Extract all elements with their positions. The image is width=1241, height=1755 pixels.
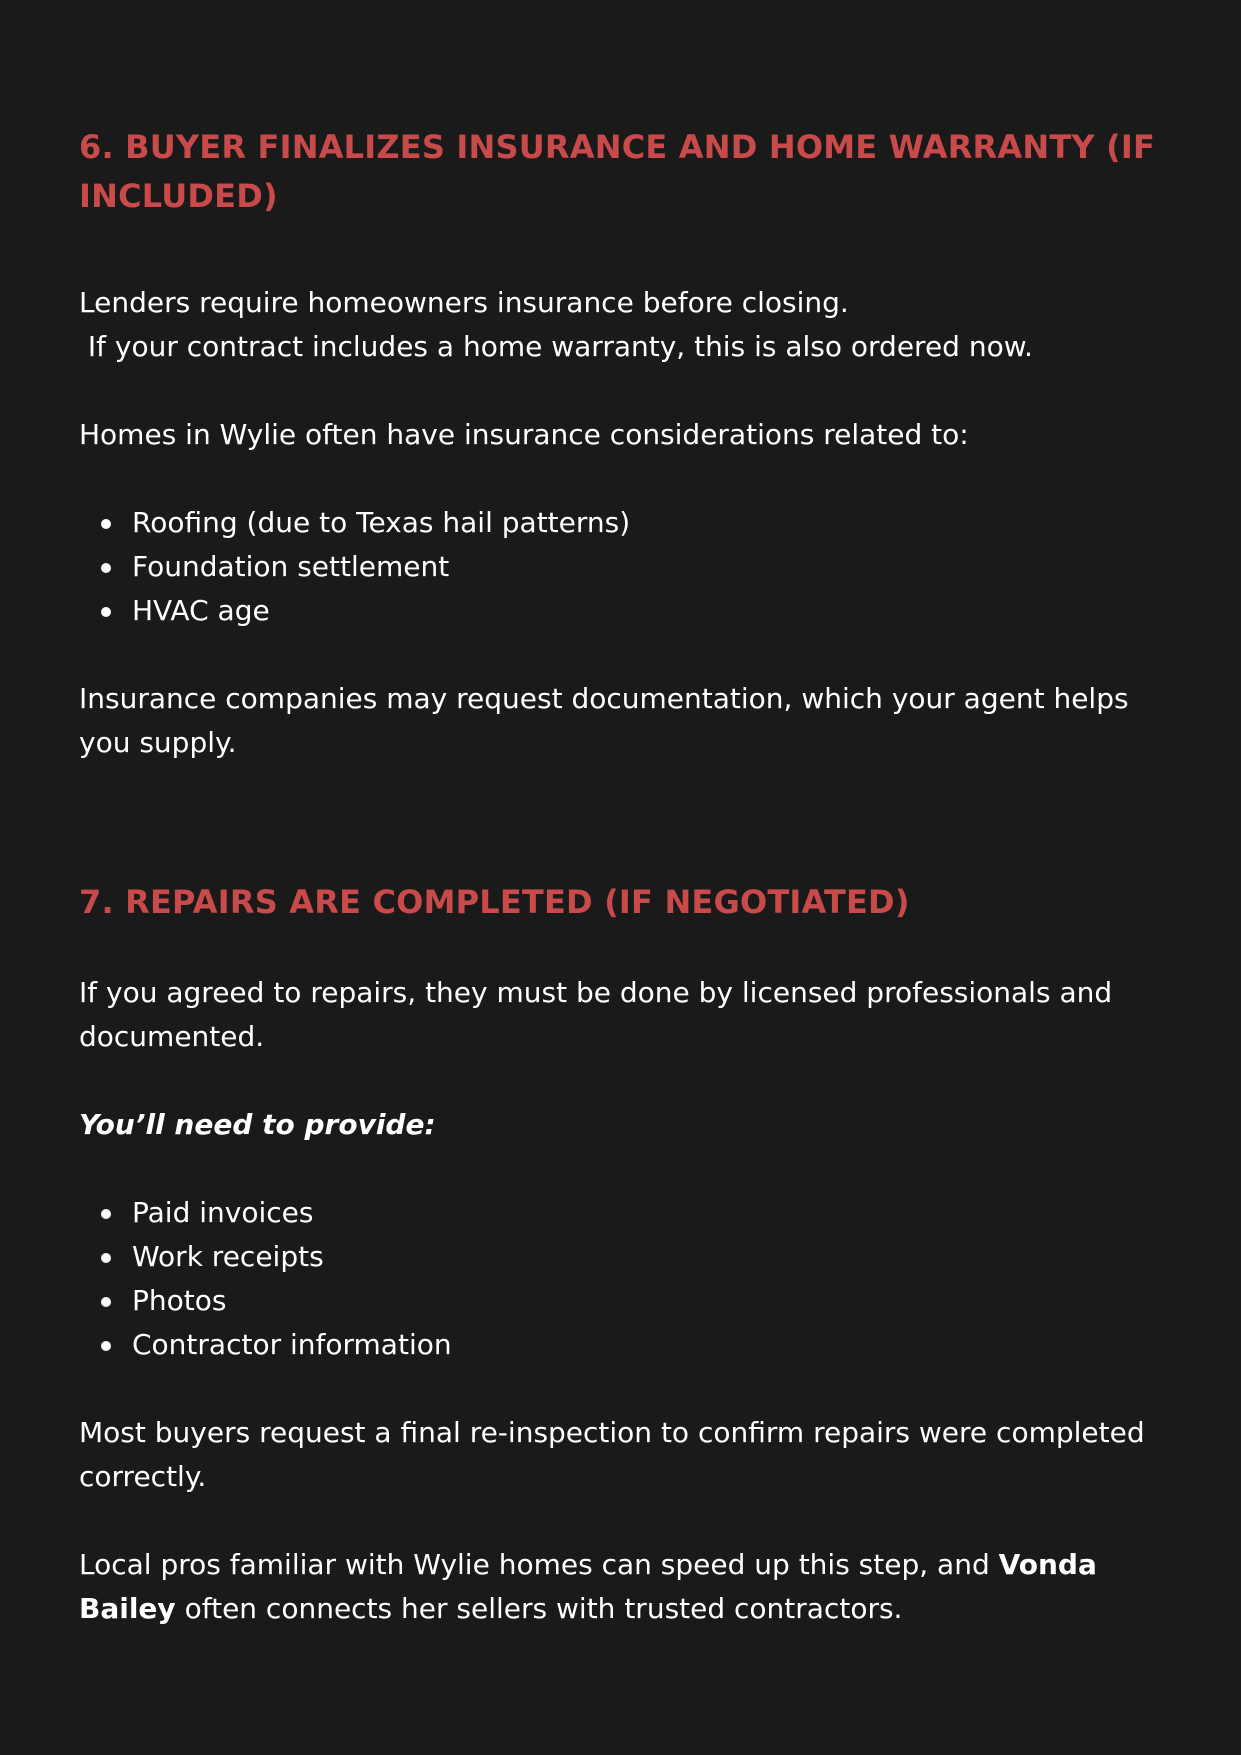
section-heading: 6. BUYER FINALIZES INSURANCE AND HOME WARRANTY (IF INCLUDED) <box>79 128 1156 215</box>
provide-label: You’ll need to provide: <box>79 1108 436 1141</box>
paragraph-documentation: Insurance companies may request documentation, which your agent helps you supply. <box>79 682 1129 759</box>
agent-name: Vonda Bailey <box>79 1548 1097 1625</box>
list-item: HVAC age <box>132 589 1181 633</box>
section-insurance-warranty <box>79 123 1181 765</box>
paragraph-considerations-intro: Homes in Wylie often have insurance considerations related to: <box>79 418 969 451</box>
list-item: Foundation settlement <box>132 545 1181 589</box>
list-item: Photos <box>132 1279 1181 1323</box>
list-item: Paid invoices <box>132 1191 1181 1235</box>
section-repairs <box>79 878 1181 1631</box>
list-item: Roofing (due to Texas hail patterns) <box>132 501 1181 545</box>
provide-list <box>79 1191 1181 1367</box>
list-item: Contractor information <box>132 1323 1181 1367</box>
list-item: Work receipts <box>132 1235 1181 1279</box>
paragraph-local-pros <box>79 1543 1181 1631</box>
text-line: If your contract includes a home warranty, this is also ordered now. <box>79 330 1033 363</box>
text-run: often connects her sellers with trusted contractors. <box>175 1592 903 1625</box>
text-line: Lenders require homeowners insurance before closing. <box>79 286 849 319</box>
paragraph-insurance-required <box>79 281 1181 369</box>
paragraph-reinspection: Most buyers request a final re-inspection to confirm repairs were completed correctly. <box>79 1416 1145 1493</box>
section-heading: 7. REPAIRS ARE COMPLETED (IF NEGOTIATED) <box>79 883 910 921</box>
considerations-list <box>79 501 1181 633</box>
text-run: Local pros familiar with Wylie homes can speed up this step, and <box>79 1548 999 1581</box>
paragraph-repairs-licensed: If you agreed to repairs, they must be done by licensed professionals and documented. <box>79 976 1113 1053</box>
